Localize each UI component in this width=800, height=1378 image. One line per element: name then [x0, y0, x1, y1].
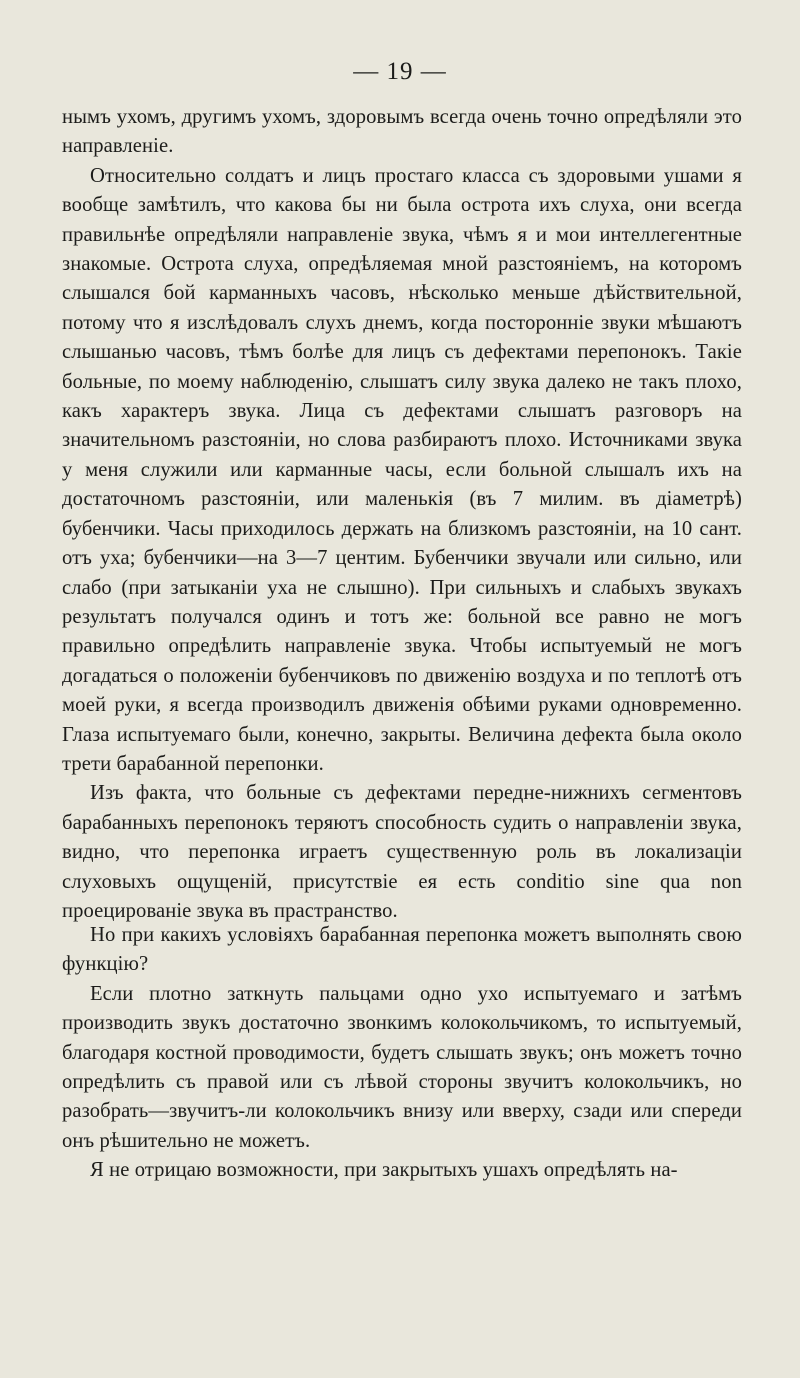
- text-block-top: [62, 103, 742, 926]
- paragraph: Я не отрицаю возможности, при закрытыхъ ушахъ опредѣлять на-: [90, 1159, 678, 1182]
- paragraph: Если плотно заткнуть пальцами одно ухо испытуемаго и затѣмъ производить звукъ достаточно звонкимъ колокольчикомъ, то испытуемый, благодаря костной проводимости, будетъ слышать звукъ; онъ можетъ точно опредѣлить съ правой или съ лѣвой стороны звучитъ колокольчикъ, но разобрать—звучитъ-ли колокольчикъ внизу или вверху, сзади или спереди онъ рѣшительно не можетъ.: [62, 982, 742, 1152]
- paragraph: Но при какихъ условіяхъ барабанная перепонка можетъ выполнять свою функцію?: [62, 924, 742, 976]
- text-block-bottom: [62, 921, 742, 1186]
- paragraph: Изъ факта, что больные съ дефектами передне-нижнихъ сегментовъ барабанныхъ перепонокъ теряютъ способность судить о направленіи звука, видно, что перепонка играетъ существенную роль въ локализаціи слуховыхъ ощущеній, присутствіе ея есть conditio sine qua non проецированіе звука въ прастранство.: [62, 782, 742, 922]
- paragraph: нымъ ухомъ, другимъ ухомъ, здоровымъ всегда очень точно опредѣляли это направленіе.: [62, 106, 742, 158]
- paragraph: Относительно солдатъ и лицъ простаго класса съ здоровыми ушами я вообще замѣтилъ, что какова бы ни была острота ихъ слуха, они всегда правильнѣе опредѣляли направленіе звука, чѣмъ я и мои интеллегентные знакомые. Острота слуха, опредѣляемая мной разстояніемъ, на которомъ слышался бой карманныхъ часовъ, нѣсколько меньше дѣйствительной, потому что я изслѣдовалъ слухъ днемъ, когда посторонніе звуки мѣшаютъ слышанью часовъ, тѣмъ болѣе для лицъ съ дефектами перепонокъ. Такіе больные, по моему наблюденію, слышатъ силу звука далеко не такъ плохо, какъ характеръ звука. Лица съ дефектами слышатъ разговоръ на значительномъ разстояніи, но слова разбираютъ плохо. Источниками звука у меня служили или карманные часы, если больной слышалъ ихъ на достаточномъ разстояніи, или маленькія (въ 7 милим. въ діаметрѣ) бубенчики. Часы приходилось держать на близкомъ разстояніи, на 10 сант. отъ уха; бубенчики—на 3—7 центим. Бубенчики звучали или сильно, или слабо (при затыканіи уха не слышно). При сильныхъ и слабыхъ звукахъ результатъ получался одинъ и тотъ же: больной все равно не могъ правильно опредѣлить направленіе звука. Чтобы испытуемый не могъ догадаться о положеніи бубенчиковъ по движенію воздуха и по теплотѣ отъ моей руки, я всегда производилъ движенія обѣими руками одновременно. Глаза испытуемаго были, конечно, закрыты. Величина дефекта была около трети барабанной перепонки.: [62, 164, 742, 775]
- page-number: — 19 —: [353, 58, 447, 85]
